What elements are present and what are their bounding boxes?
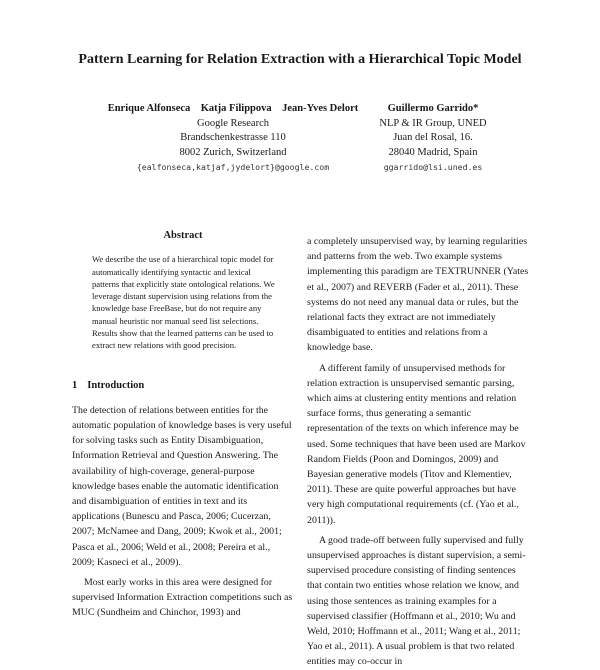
abstract-text: We describe the use of a hierarchical topic model for automatically identifying syntactic and lexical patterns that explicitly state ontological relations. We leverage distant supervision using relations from the knowledge base FreeBase, but do not require any manual heuristic nor manual seed list selections. Results show that the learned patterns can be used to extract new relations with good precision.: [92, 254, 275, 351]
address-line: Brandschenkestrasse 110: [180, 132, 286, 143]
author-email: ggarrido@lsi.uned.es: [383, 162, 483, 172]
author-block-uned: [358, 102, 508, 175]
paper-title: Pattern Learning for Relation Extraction with a Hierarchical Topic Model: [78, 52, 522, 67]
paragraph: A different family of unsupervised methods for relation extraction is unsupervised semantic parsing, which aims at clustering entity mentions and relation surface forms, thus generating a semantic representation of the texts on which inference may be used. Some techniques that have been used are Markov Random Fields (Poon and Domingos, 2009) and Bayesian generative models (Titov and Klementiev, 2011). These are quite powerful approaches but have very high computational requirements (cf. (Yao et al., 2011)).: [307, 362, 526, 526]
affiliation: NLP & IR Group, UNED: [379, 117, 487, 129]
abstract-body: [92, 253, 278, 351]
author-email: {ealfonseca,katjaf,jydelort}@google.com: [136, 162, 330, 172]
author-names: Guillermo Garrido*: [387, 103, 479, 114]
paragraph: a completely unsupervised way, by learning regularities and patterns from the web. Two example systems implementing this paradigm are TEXTRUNNER (Yates et al., 2007) and REVERB (Fader et al., 2011). These systems do not need any manual data or rules, but the relational facts they extract are not immediately disambiguated to entities and relations from a knowledge base.: [307, 236, 529, 354]
paragraph: The detection of relations between entities for the automatic population of knowledge bases is very useful for solving tasks such as Entity Disambiguation, Information Retrieval and Question Answering. The availability of high-coverage, general-purpose knowledge bases enable the automatic identification and disambiguation of entities in text and its applications (Bunescu and Pasca, 2006; Cucerzan, 2007; McNamee and Dang, 2009; Kwok et al., 2001; Pasca et al., 2006; Weld et al., 2008; Pereira et al., 2009; Kasneci et al., 2009).: [72, 404, 292, 568]
address-line: 28040 Madrid, Spain: [388, 146, 478, 158]
paragraph: Most early works in this area were designed for supervised Information Extraction competitions such as MUC (Sundheim and Chinchor, 1993) and: [72, 577, 293, 619]
author-names: Enrique Alfonseca Katja Filippova Jean-Yves Delort: [107, 103, 359, 114]
affiliation: Google Research: [196, 117, 269, 129]
section-number: 1: [72, 379, 78, 391]
left-column: [72, 228, 294, 621]
paragraph: A good trade-off between fully supervised and fully unsupervised approaches is distant supervision, a semi-supervised procedure consisting of finding sentences that contain two entities whose relation we know, and using those sentences as training examples for a supervised classifier (Hoffmann et al., 2010; Wu and Weld, 2010; Hoffmann et al., 2011; Wang et al., 2011; Yao et al., 2011). A usual problem is that two related entities may co-occur in: [307, 534, 526, 668]
address-line: 8002 Zurich, Switzerland: [179, 146, 287, 158]
section-title: Introduction: [87, 379, 145, 391]
right-column: [307, 234, 529, 670]
address-line: Juan del Rosal, 16.: [393, 132, 473, 143]
section-heading: [72, 378, 294, 393]
abstract-heading: Abstract: [163, 230, 203, 241]
author-block-google: [88, 102, 378, 175]
